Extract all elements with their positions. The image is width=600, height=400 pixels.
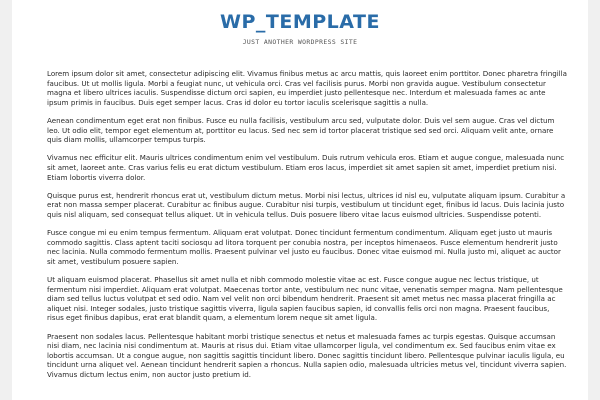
content-paragraph: Praesent non sodales lacus. Pellentesque habitant morbi tristique senectus et netus et malesuada fames ac turpis egestas. Quisque accumsan nisi diam, nec lacinia nisi condimentum at. Mauris at risus dui. Etiam vitae ullamcorper ligula, vel condimentum ex. Sed faucibus enim vitae ex lobortis accumsan. Ut a congue augue, non sagittis sagittis tincidunt libero. Donec sagittis tincidunt libero. Pellentesque pulvinar iaculis ligula, eu tincidunt urna aliquet vel. Aenean tincidunt hendrerit sapien a rhoncus. Nulla sapien odio, malesuada ultricies metus vel, tincidunt viverra sapien. Vivamus dictum lectus enim, non auctor justo pretium id. bbox=[47, 331, 567, 379]
post-content bbox=[47, 69, 567, 388]
content-paragraph: Ut aliquam euismod placerat. Phasellus sit amet nulla et nibh commodo molestie vitae ac est. Fusce congue augue nec lectus tristique, ut fermentum nisi imperdiet. Aliquam erat volutpat. Maecenas tortor ante, vestibulum nec nunc vitae, venenatis semper magna. Nam pellentesque diam sed tellus luctus volutpat et sed odio. Nam vel velit non orci bibendum hendrerit. Praesent sit amet metus nec massa placerat fringilla ac aliquet nisi. Integer sodales, justo tristique sagittis viverra, ligula sapien faucibus sapien, id convallis felis orci non magna. Praesent faucibus, risus eget finibus dapibus, erat erat blandit quam, a elementum lorem neque sit amet ligula. bbox=[47, 275, 563, 323]
site-title-link[interactable]: WP_TEMPLATE bbox=[220, 11, 380, 33]
content-paragraph: Aenean condimentum eget erat non finibus. Fusce eu nulla facilisis, vestibulum arcu sed, vulputate dolor. Duis vel sem augue. Cras vel dictum leo. Ut odio elit, tempor eget elementum at, porttitor eu lacus. Sed nec sem id tortor placerat tristique sed sed orci. Aliquam velit ante, ornare quis diam mollis, ullamcorper tempus turpis. bbox=[47, 115, 555, 145]
site-header bbox=[12, 0, 588, 56]
site-description: JUST ANOTHER WORDPRESS SITE bbox=[242, 38, 358, 46]
content-paragraph: Quisque purus est, hendrerit rhoncus erat ut, vestibulum dictum metus. Morbi nisi lectus, ultrices id nisl eu, vulputate aliquam ipsum. Curabitur a erat non massa semper placerat. Curabitur ac finibus augue. Curabitur nisi turpis, vestibulum ut tincidunt eget, finibus id lacus. Duis lacinia justo quis nisl aliquam, sed consequat tellus aliquet. Ut in vehicula tellus. Duis posuere libero vitae lacus euismod ultricies. Suspendisse potenti. bbox=[47, 190, 566, 219]
content-paragraph: Vivamus nec efficitur elit. Mauris ultrices condimentum enim vel vestibulum. Duis rutrum vehicula eros. Etiam et augue congue, malesuada nunc sit amet, laoreet ante. Cras varius felis eu erat dictum vestibulum. Etiam eros lacus, imperdiet sit amet sapien sit amet, imperdiet pretium nisi. Etiam lobortis viverra dolor. bbox=[47, 153, 565, 182]
content-paragraph: Lorem ipsum dolor sit amet, consectetur adipiscing elit. Vivamus finibus metus ac arcu mattis, quis laoreet enim porttitor. Donec pharetra fringilla faucibus. Ut ut mollis ligula. Morbi a feugiat nunc, ut vehicula orci. Cras vel facilisis purus. Morbi non gravida augue. Vestibulum consectetur magna et libero ultrices iaculis. Suspendisse dictum orci sapien, eu imperdiet justo pellentesque nec. Interdum et malesuada fames ac ante ipsum primis in faucibus. Duis eget semper lacus. Cras id dolor eu tortor iaculis scelerisque sagittis a nulla. bbox=[47, 69, 567, 107]
content-paragraph: Fusce congue mi eu enim tempus fermentum. Aliquam erat volutpat. Donec tincidunt fermentum condimentum. Aliquam eget justo ut mauris commodo sagittis. Class aptent taciti sociosqu ad litora torquent per conubia nostra, per inceptos himenaeos. Fusce elementum hendrerit justo nec lacinia. Nulla commodo fermentum mollis. Praesent pulvinar vel justo eu faucibus. Donec vitae euismod mi. Nulla justo mi, aliquet ac auctor sit amet, vestibulum posuere sapien. bbox=[47, 228, 561, 266]
